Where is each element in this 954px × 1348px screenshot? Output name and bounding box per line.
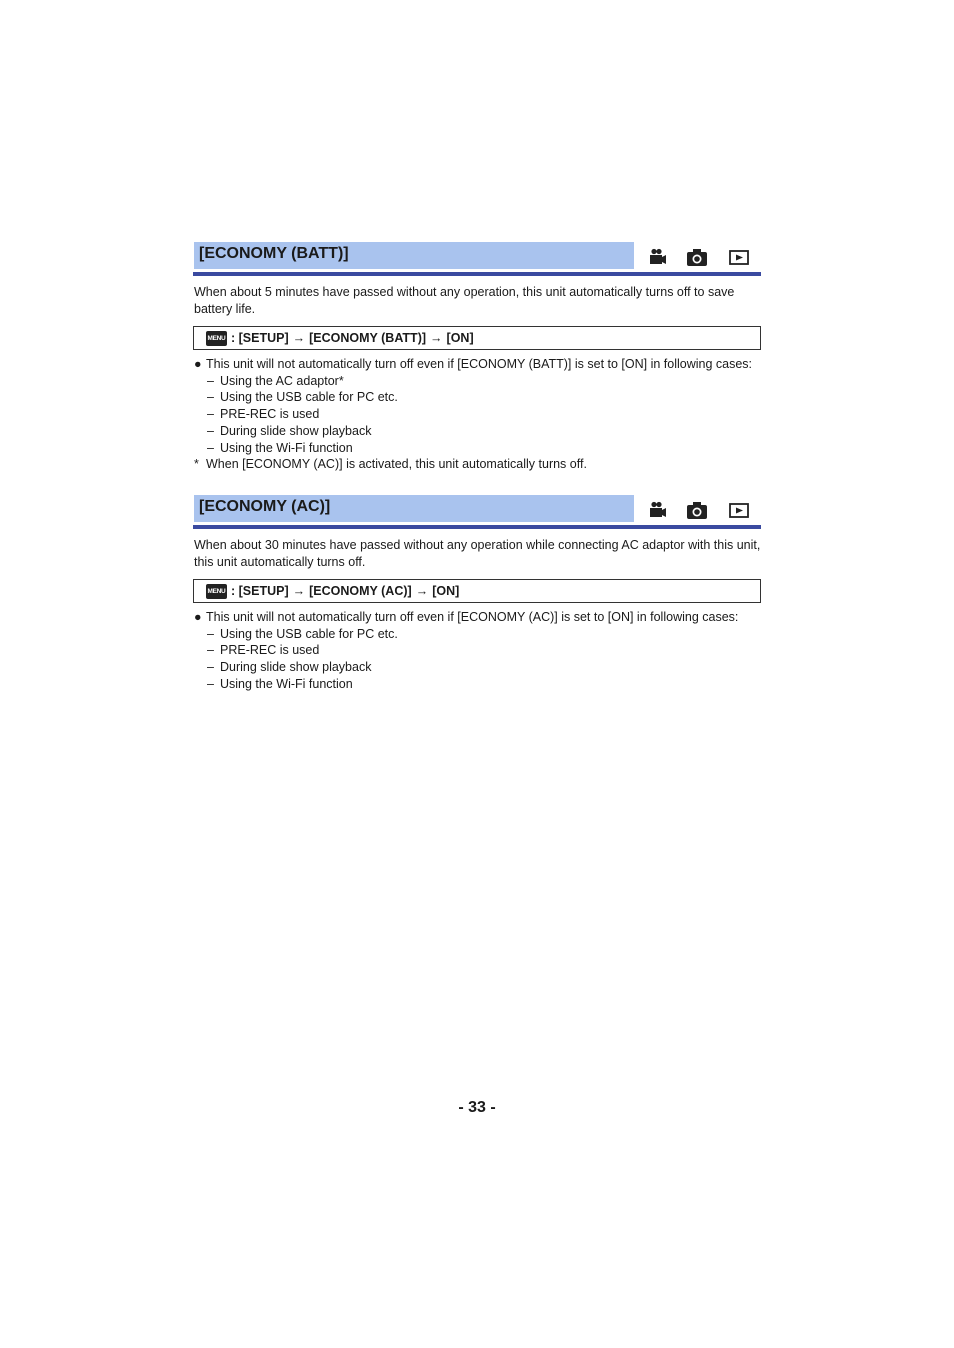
- footnote: [193, 456, 761, 473]
- bullet-icon: ●: [194, 610, 202, 624]
- section-header: [193, 495, 761, 529]
- list-item: [193, 389, 761, 406]
- section-title: [ECONOMY (BATT)]: [194, 242, 634, 269]
- list-item: [193, 626, 761, 643]
- menu-arrow: →: [292, 584, 306, 598]
- notes-list: [193, 356, 761, 473]
- page-number: - 33 -: [458, 1099, 496, 1116]
- bullet-text: This unit will not automatically turn off even if [ECONOMY (AC)] is set to [ON] in following cases:: [206, 610, 739, 624]
- footnote-marker: *: [194, 457, 199, 472]
- camera-icon: [686, 246, 708, 268]
- list-item: [193, 440, 761, 457]
- camera-icon: [686, 499, 708, 521]
- case-text: Using the Wi-Fi function: [220, 440, 353, 455]
- list-item: [193, 423, 761, 440]
- footnote-text: When [ECONOMY (AC)] is activated, this unit automatically turns off.: [206, 457, 587, 472]
- menu-step-setup: : [SETUP]: [231, 331, 289, 345]
- list-item: [193, 356, 761, 373]
- case-text: Using the AC adaptor*: [220, 373, 344, 388]
- notes-list: [193, 609, 761, 693]
- bullet-icon: ●: [194, 357, 202, 371]
- menu-arrow: →: [292, 331, 306, 345]
- section-title: [ECONOMY (AC)]: [194, 495, 634, 522]
- section-header: [193, 242, 761, 276]
- menu-path-box: [193, 326, 761, 350]
- section-economy-ac: [193, 495, 761, 693]
- dash-marker: –: [207, 373, 214, 388]
- list-item: [193, 676, 761, 693]
- section-economy-batt: [193, 242, 761, 473]
- menu-path-box: [193, 579, 761, 603]
- movie-camera-icon: [645, 499, 667, 521]
- menu-step-economy: [ECONOMY (AC)]: [309, 584, 412, 598]
- case-text: PRE-REC is used: [220, 407, 320, 422]
- dash-marker: –: [207, 643, 214, 658]
- dash-marker: –: [207, 676, 214, 691]
- menu-step-on: [ON]: [432, 584, 460, 598]
- dash-marker: –: [207, 390, 214, 405]
- section-description: When about 30 minutes have passed without any operation while connecting AC adaptor with this unit, this unit automatically turns off.: [194, 538, 761, 569]
- menu-step-setup: : [SETUP]: [231, 584, 289, 598]
- list-item: [193, 609, 761, 626]
- menu-icon: MENU: [206, 331, 227, 346]
- case-text: Using the USB cable for PC etc.: [220, 390, 398, 405]
- menu-arrow: →: [430, 331, 443, 345]
- list-item: [193, 373, 761, 390]
- menu-step-on: [ON]: [446, 331, 474, 345]
- dash-marker: –: [207, 407, 214, 422]
- dash-marker: –: [207, 423, 214, 438]
- case-text: Using the Wi-Fi function: [220, 676, 353, 691]
- bullet-text: This unit will not automatically turn off even if [ECONOMY (BATT)] is set to [ON] in following cases:: [206, 357, 753, 371]
- section-description: When about 5 minutes have passed without any operation, this unit automatically turns off to save battery life.: [194, 285, 735, 316]
- list-item: [193, 659, 761, 676]
- list-item: [193, 406, 761, 423]
- case-text: During slide show playback: [220, 423, 372, 438]
- dash-marker: –: [207, 440, 214, 455]
- case-text: Using the USB cable for PC etc.: [220, 626, 398, 641]
- playback-icon: [728, 499, 750, 521]
- menu-step-economy: [ECONOMY (BATT)]: [309, 331, 427, 345]
- list-item: [193, 642, 761, 659]
- dash-marker: –: [207, 626, 214, 641]
- mode-icons: [635, 246, 761, 268]
- menu-arrow: →: [415, 584, 429, 598]
- case-text: PRE-REC is used: [220, 643, 320, 658]
- mode-icons: [635, 499, 761, 521]
- menu-icon: MENU: [206, 584, 227, 599]
- dash-marker: –: [207, 660, 214, 675]
- movie-camera-icon: [645, 246, 667, 268]
- playback-icon: [728, 246, 750, 268]
- case-text: During slide show playback: [220, 660, 372, 675]
